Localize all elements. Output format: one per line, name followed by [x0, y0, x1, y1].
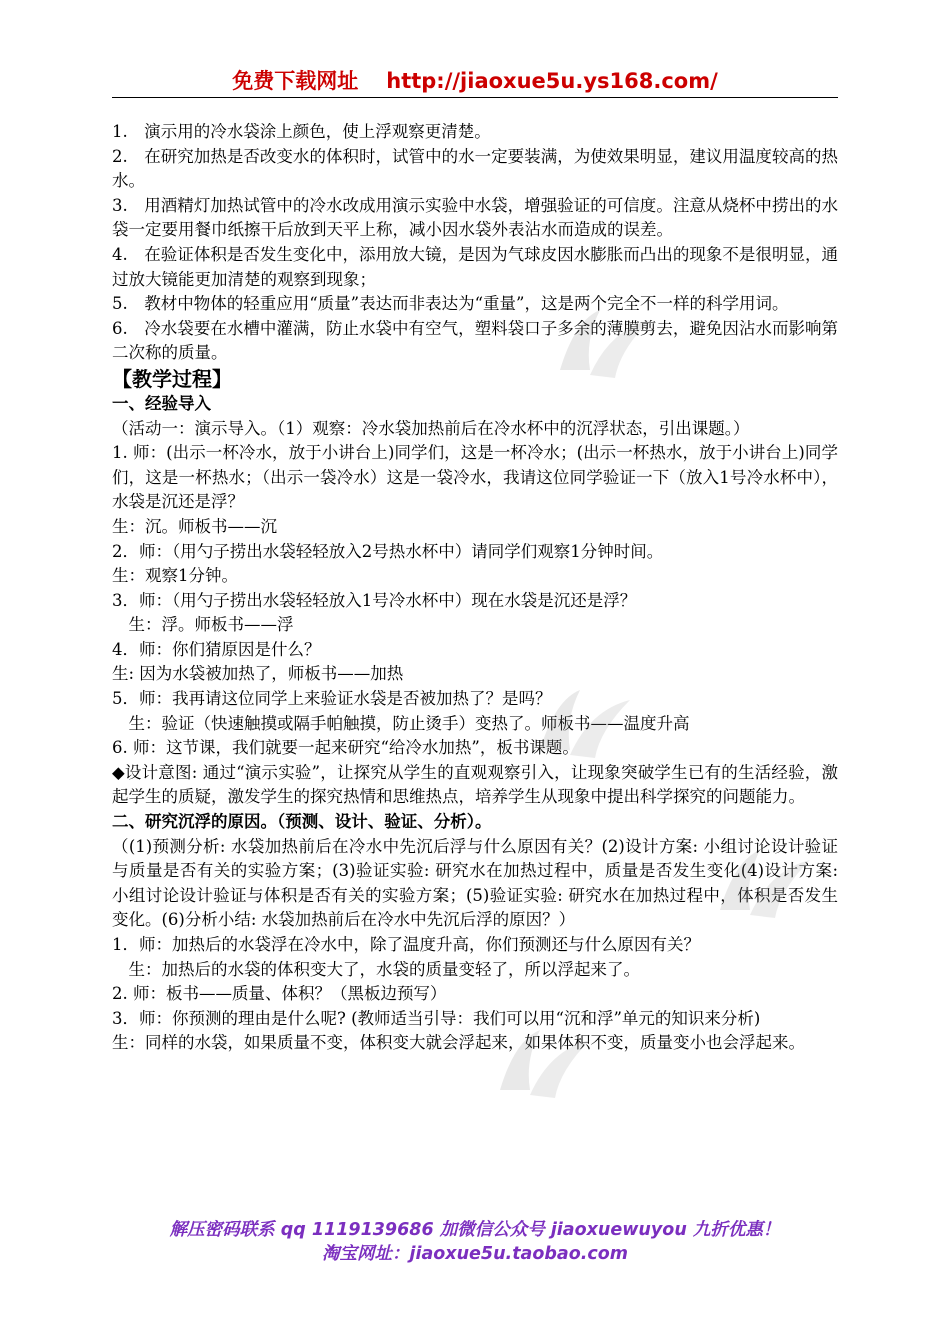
- part1-line: 生: 因为水袋被加热了，师板书——加热: [112, 664, 404, 684]
- page-header: [112, 68, 838, 94]
- part1-line: （活动一：演示导入。（1）观察：冷水袋加热前后在冷水杯中的沉浮状态，引出课题。）: [112, 418, 750, 438]
- part2-line: 生：同样的水袋，如果质量不变，体积变大就会浮起来，如果体积不变，质量变小也会浮起来。: [112, 1033, 805, 1053]
- document-body: [112, 120, 838, 1056]
- part2-line: 3．师：你预测的理由是什么呢? (教师适当引导：我们可以用“沉和浮”单元的知识来分析): [112, 1008, 761, 1028]
- part1-line: 生：观察1分钟。: [112, 566, 238, 586]
- part1-line: 1. 师：(出示一杯冷水，放于小讲台上)同学们，这是一杯冷水；(出示一杯热水，放于小讲台上)同学们，这是一杯热水；（出示一袋冷水）这是一袋冷水，我请这位同学验证一下（放入1号冷水杯中），水袋是沉还是浮？: [112, 443, 838, 512]
- part1-line: 3．师：（用勺子捞出水袋轻轻放入1号冷水杯中）现在水袋是沉还是浮？: [112, 590, 637, 610]
- note-4: 4. 在验证体积是否发生变化中，添用放大镜，是因为气球皮因水膨胀而凸出的现象不是很明显，通过放大镜能更加清楚的观察到现象；: [112, 244, 838, 289]
- header-divider: [112, 97, 838, 98]
- part2-line: 生：加热后的水袋的体积变大了，水袋的质量变轻了，所以浮起来了。: [112, 959, 640, 979]
- section-title: 【教学过程】: [112, 366, 232, 391]
- note-3: 3. 用酒精灯加热试管中的冷水改成用演示实验中水袋，增强验证的可信度。注意从烧杯中捞出的水袋一定要用餐巾纸擦干后放到天平上称，减小因水袋外表沾水而造成的误差。: [112, 195, 838, 240]
- part1-heading: 一、经验导入: [112, 393, 211, 413]
- header-url-link[interactable]: http://jiaoxue5u.ys168.com/: [386, 69, 718, 93]
- footer-contact: 解压密码联系 qq 1119139686 加微信公众号 jiaoxuewuyou 九折优惠！: [169, 1220, 781, 1240]
- part2-line: 1．师：加热后的水袋浮在冷水中，除了温度升高，你们预测还与什么原因有关？: [112, 935, 700, 954]
- part1-line: 4．师：你们猜原因是什么？: [112, 639, 321, 659]
- footer-shop-link[interactable]: 淘宝网址：jiaoxue5u.taobao.com: [321, 1244, 629, 1264]
- part1-line: 6. 师：这节课，我们就要一起来研究“给冷水加热”，板书课题。: [112, 738, 579, 758]
- note-5: 5. 教材中物体的轻重应用“质量”表达而非表达为“重量”，这是两个完全不一样的科学用词。: [112, 294, 789, 314]
- part1-line: 2．师：（用勺子捞出水袋轻轻放入2号热水杯中）请同学们观察1分钟时间。: [112, 541, 664, 561]
- part2-line: （(1)预测分析: 水袋加热前后在冷水中先沉后浮与什么原因有关？(2)设计方案: 小组讨论设计验证与质量是否有关的实验方案；(3)验证实验: 研究水在加热过程中，质量是否发生变化(4)设计方案: 小组讨论设计验证与体积是否有关的实验方案；(5)验证实验: 研究水在加热过程中，体积是否发生变化。(6)分析小结: 水袋加热前后在冷水中先沉后浮的原因？）: [112, 836, 838, 930]
- part2-line: 2. 师：板书——质量、体积？（黑板边预写）: [112, 984, 447, 1004]
- part2-heading: 二、研究沉浮的原因。（预测、设计、验证、分析）。: [112, 812, 492, 832]
- note-6: 6. 冷水袋要在水槽中灌满，防止水袋中有空气，塑料袋口子多余的薄膜剪去，避免因沾水而影响第二次称的质量。: [112, 318, 838, 363]
- header-label: 免费下载网址: [232, 69, 359, 93]
- part1-line: 生：验证（快速触摸或隔手帕触摸，防止烫手）变热了。师板书——温度升高: [112, 713, 690, 733]
- note-1: 1. 演示用的冷水袋涂上颜色，使上浮观察更清楚。: [112, 122, 491, 141]
- part1-line: 生：沉。师板书——沉: [112, 516, 277, 536]
- note-2: 2. 在研究加热是否改变水的体积时，试管中的水一定要装满，为使效果明显，建议用温度较高的热水。: [112, 146, 838, 191]
- part1-line: 生：浮。师板书——浮: [112, 615, 294, 635]
- part1-line: 5．师：我再请这位同学上来验证水袋是否被加热了？是吗？: [112, 689, 552, 709]
- design-intent: ◆设计意图: 通过“演示实验”，让探究从学生的直观观察引入，让现象突破学生已有的生活经验，激起学生的质疑，激发学生的探究热情和思维热点，培养学生从现象中提出科学探究的问题能力。: [112, 762, 838, 807]
